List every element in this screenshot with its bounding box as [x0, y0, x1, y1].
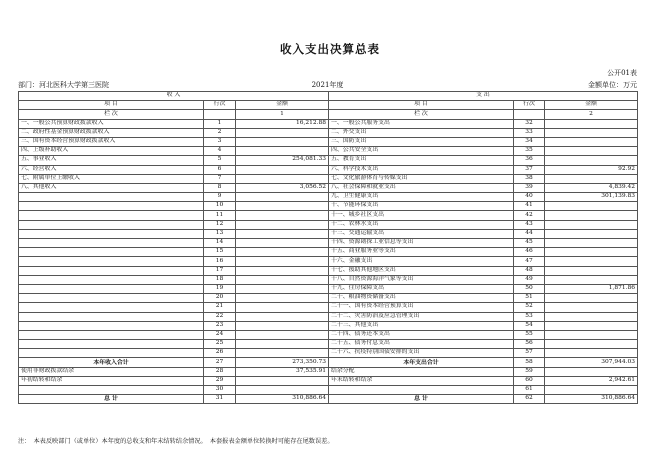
income-line-number: 21 [204, 303, 236, 312]
expense-item-name: 二十四、债务还本支出 [329, 330, 514, 339]
income-amount [236, 321, 329, 330]
income-line-number: 12 [204, 220, 236, 229]
income-line-number: 9 [204, 193, 236, 202]
expense-item-name: 四、公共安全支出 [329, 147, 514, 156]
column-header-row [19, 101, 638, 110]
expense-item-name: 十、节能环保支出 [329, 202, 514, 211]
expense-amount [545, 367, 638, 376]
income-amount [236, 147, 329, 156]
department-label: 部门：河北医科大学第三医院 [18, 81, 109, 89]
expense-item-name: 一、一般公共服务支出 [329, 119, 514, 128]
expense-total-amount: 307,944.03 [545, 358, 638, 367]
income-item-name: 五、事业收入 [19, 156, 204, 165]
income-item-name [19, 321, 204, 330]
income-item-name [19, 386, 204, 395]
expense-amount [545, 202, 638, 211]
expense-item-name: 十八、自然资源海洋气象等支出 [329, 275, 514, 284]
column-number-row [19, 110, 638, 119]
expense-item-name: 二十六、抗疫特别国债安排的支出 [329, 349, 514, 358]
expense-amount [545, 137, 638, 146]
expense-amount [545, 266, 638, 275]
expense-amount [545, 239, 638, 248]
table-row [19, 294, 638, 303]
table-row [19, 340, 638, 349]
table-row [19, 376, 638, 385]
income-item-name: 三、国有资本经营预算财政拨款收入 [19, 137, 204, 146]
expense-item-name: 六、科学技术支出 [329, 165, 514, 174]
income-item-name [19, 284, 204, 293]
expense-amount: 92.92 [545, 165, 638, 174]
expense-column-number: 2 [545, 110, 638, 119]
income-amount [236, 312, 329, 321]
expense-line-number: 41 [514, 202, 545, 211]
income-item-name: 六、经营收入 [19, 165, 204, 174]
income-line-number: 6 [204, 165, 236, 174]
income-amount: 16,212.88 [236, 119, 329, 128]
income-item-name [19, 330, 204, 339]
expense-line-number: 45 [514, 239, 545, 248]
table-row [19, 349, 638, 358]
income-item-name: 年初结转和结余 [19, 376, 204, 385]
expense-item-name: 二十一、国有资本经营预算支出 [329, 303, 514, 312]
income-line-number: 15 [204, 248, 236, 257]
income-amount [236, 128, 329, 137]
expense-item-name: 十六、金融支出 [329, 257, 514, 266]
income-amount [236, 229, 329, 238]
expense-amount [545, 294, 638, 303]
expense-item-name: 十二、农林水支出 [329, 220, 514, 229]
income-item-name [19, 349, 204, 358]
footnote: 注： 本表反映部门（或单位）本年度的总收支和年末结转结余情况。 本套报表金额单位转换时可能存在尾数误差。 [18, 438, 334, 445]
table-row [19, 220, 638, 229]
expense-line-number: 38 [514, 174, 545, 183]
expense-item-name: 结余分配 [329, 367, 514, 376]
income-line-number: 16 [204, 257, 236, 266]
expense-amount [545, 330, 638, 339]
income-item-name [19, 239, 204, 248]
income-item-name [19, 312, 204, 321]
income-amount [236, 284, 329, 293]
income-amount [236, 165, 329, 174]
expense-line-number: 36 [514, 156, 545, 165]
income-item-name: 八、其他收入 [19, 183, 204, 192]
table-row [19, 147, 638, 156]
expense-line-number: 47 [514, 257, 545, 266]
expense-total-amount: 310,886.64 [545, 395, 638, 404]
income-amount [236, 211, 329, 220]
income-amount: 3,056.52 [236, 183, 329, 192]
expense-amount [545, 312, 638, 321]
expense-column-label: 栏 次 [329, 110, 514, 119]
table-row [19, 183, 638, 192]
table-row [19, 367, 638, 376]
expense-line-number: 40 [514, 193, 545, 202]
expense-amount [545, 340, 638, 349]
income-amount [236, 174, 329, 183]
expense-line-number: 56 [514, 340, 545, 349]
income-item-name [19, 294, 204, 303]
expense-line-number: 54 [514, 321, 545, 330]
income-line-number: 3 [204, 137, 236, 146]
table-row [19, 156, 638, 165]
table-row [19, 330, 638, 339]
fiscal-year: 2021年度 [311, 81, 344, 89]
income-line-number: 2 [204, 128, 236, 137]
income-amount [236, 220, 329, 229]
income-line-number: 25 [204, 340, 236, 349]
expense-amount [545, 128, 638, 137]
expense-item-name: 十九、住房保障支出 [329, 284, 514, 293]
table-row [19, 165, 638, 174]
expense-amount-header: 金额 [545, 101, 638, 110]
expense-amount [545, 147, 638, 156]
expense-total-label: 本年支出合计 [329, 358, 514, 367]
grand-total-row [19, 395, 638, 404]
expense-item-name: 二十、粮油物资储备支出 [329, 294, 514, 303]
expense-line-number: 48 [514, 266, 545, 275]
income-amount [236, 376, 329, 385]
expense-line-number: 42 [514, 211, 545, 220]
income-line-header: 行次 [204, 101, 236, 110]
expense-item-name: 二十二、灾害防治及应急管理支出 [329, 312, 514, 321]
income-amount: 37,535.91 [236, 367, 329, 376]
expense-line-number: 44 [514, 229, 545, 238]
table-code: 公开01表 [607, 69, 637, 77]
income-item-name: 一、一般公共预算财政拨款收入 [19, 119, 204, 128]
expense-item-name: 十五、商业服务业等支出 [329, 248, 514, 257]
expense-total-label: 总 计 [329, 395, 514, 404]
income-line-blank [204, 110, 236, 119]
table-row [19, 128, 638, 137]
expense-amount [545, 211, 638, 220]
expense-item-name: 九、卫生健康支出 [329, 193, 514, 202]
income-total-line: 27 [204, 358, 236, 367]
amount-unit: 金额单位：万元 [588, 81, 637, 89]
table-row [19, 248, 638, 257]
expense-item-name: 年末结转和结余 [329, 376, 514, 385]
income-item-name: 四、上级补助收入 [19, 147, 204, 156]
income-total-amount: 273,350.73 [236, 358, 329, 367]
income-line-number: 20 [204, 294, 236, 303]
expense-amount [545, 275, 638, 284]
table-row [19, 229, 638, 238]
table-row [19, 284, 638, 293]
expense-amount: 1,871.86 [545, 284, 638, 293]
income-line-number: 5 [204, 156, 236, 165]
expense-line-number: 60 [514, 376, 545, 385]
expense-amount: 4,839.42 [545, 183, 638, 192]
income-item-name [19, 229, 204, 238]
expense-line-number: 51 [514, 294, 545, 303]
income-item-name: 七、附属单位上缴收入 [19, 174, 204, 183]
expense-total-line: 62 [514, 395, 545, 404]
expense-amount [545, 349, 638, 358]
income-item-header: 项 目 [19, 101, 204, 110]
expense-line-number: 57 [514, 349, 545, 358]
expense-line-number: 32 [514, 119, 545, 128]
income-item-name [19, 248, 204, 257]
expense-amount [545, 257, 638, 266]
income-total-line: 31 [204, 395, 236, 404]
income-total-amount: 310,886.64 [236, 395, 329, 404]
income-amount [236, 275, 329, 284]
income-item-name [19, 275, 204, 284]
table-row [19, 174, 638, 183]
income-item-name [19, 202, 204, 211]
income-item-name [19, 303, 204, 312]
income-item-name [19, 211, 204, 220]
income-line-number: 28 [204, 367, 236, 376]
expense-amount: 301,139.83 [545, 193, 638, 202]
expense-line-number: 33 [514, 128, 545, 137]
income-line-number: 23 [204, 321, 236, 330]
expense-line-header: 行次 [514, 101, 545, 110]
income-line-number: 22 [204, 312, 236, 321]
section-header-row [19, 92, 638, 101]
income-column-label: 栏 次 [19, 110, 204, 119]
expense-item-name: 十一、城乡社区支出 [329, 211, 514, 220]
expense-item-header: 项 目 [329, 101, 514, 110]
income-total-label: 总 计 [19, 395, 204, 404]
income-amount [236, 330, 329, 339]
annual-total-row [19, 358, 638, 367]
table-row [19, 239, 638, 248]
income-line-number: 17 [204, 266, 236, 275]
income-item-name [19, 220, 204, 229]
income-line-number: 14 [204, 239, 236, 248]
income-item-name: 二、政府性基金预算财政拨款收入 [19, 128, 204, 137]
income-amount [236, 193, 329, 202]
income-line-number: 19 [204, 284, 236, 293]
income-section-header: 收 入 [19, 92, 329, 101]
table-row [19, 137, 638, 146]
income-amount [236, 137, 329, 146]
income-amount [236, 239, 329, 248]
expense-item-name: 十四、资源勘探工业信息等支出 [329, 239, 514, 248]
income-line-number: 1 [204, 119, 236, 128]
income-line-number: 11 [204, 211, 236, 220]
expense-amount [545, 229, 638, 238]
income-amount [236, 294, 329, 303]
expense-item-name: 八、社会保障和就业支出 [329, 183, 514, 192]
income-amount [236, 266, 329, 275]
table-row [19, 119, 638, 128]
expense-line-number: 50 [514, 284, 545, 293]
income-amount: 254,081.33 [236, 156, 329, 165]
income-amount [236, 386, 329, 395]
expense-amount [545, 248, 638, 257]
income-line-number: 13 [204, 229, 236, 238]
income-item-name: 使用非财政拨款结余 [19, 367, 204, 376]
table-row [19, 211, 638, 220]
income-amount [236, 202, 329, 211]
income-line-number: 8 [204, 183, 236, 192]
expense-line-number: 39 [514, 183, 545, 192]
expense-item-name: 二十五、债务付息支出 [329, 340, 514, 349]
expense-line-number: 61 [514, 386, 545, 395]
income-amount [236, 303, 329, 312]
table-row [19, 303, 638, 312]
expense-amount [545, 303, 638, 312]
budget-table [18, 91, 638, 404]
table-row [19, 266, 638, 275]
expense-amount [545, 220, 638, 229]
expense-amount: 2,942.61 [545, 376, 638, 385]
expense-item-name: 七、文化旅游体育与传媒支出 [329, 174, 514, 183]
table-row [19, 202, 638, 211]
income-line-number: 30 [204, 386, 236, 395]
table-row [19, 321, 638, 330]
expense-line-number: 49 [514, 275, 545, 284]
expense-amount [545, 174, 638, 183]
expense-line-number: 55 [514, 330, 545, 339]
expense-line-number: 34 [514, 137, 545, 146]
income-amount [236, 248, 329, 257]
expense-item-name: 十三、交通运输支出 [329, 229, 514, 238]
table-row [19, 193, 638, 202]
income-line-number: 7 [204, 174, 236, 183]
expense-section-header: 支 出 [329, 92, 638, 101]
expense-item-name: 二、外交支出 [329, 128, 514, 137]
income-total-label: 本年收入合计 [19, 358, 204, 367]
expense-line-blank [514, 110, 545, 119]
table-row [19, 257, 638, 266]
income-amount [236, 349, 329, 358]
income-item-name [19, 266, 204, 275]
expense-amount [545, 321, 638, 330]
income-item-name [19, 340, 204, 349]
income-line-number: 29 [204, 376, 236, 385]
expense-line-number: 46 [514, 248, 545, 257]
expense-item-name: 三、国防支出 [329, 137, 514, 146]
expense-amount [545, 119, 638, 128]
report-meta [18, 80, 637, 90]
income-line-number: 18 [204, 275, 236, 284]
expense-item-name: 十七、援助其他地区支出 [329, 266, 514, 275]
table-row [19, 386, 638, 395]
income-amount [236, 257, 329, 266]
income-line-number: 4 [204, 147, 236, 156]
expense-amount [545, 156, 638, 165]
income-line-number: 10 [204, 202, 236, 211]
income-line-number: 26 [204, 349, 236, 358]
income-item-name [19, 257, 204, 266]
expense-item-name [329, 386, 514, 395]
table-row [19, 275, 638, 284]
expense-line-number: 52 [514, 303, 545, 312]
expense-item-name: 二十三、其他支出 [329, 321, 514, 330]
expense-line-number: 59 [514, 367, 545, 376]
income-item-name [19, 193, 204, 202]
report-title: 收入支出决算总表 [280, 42, 380, 56]
expense-total-line: 58 [514, 358, 545, 367]
income-line-number: 24 [204, 330, 236, 339]
expense-line-number: 53 [514, 312, 545, 321]
expense-line-number: 43 [514, 220, 545, 229]
expense-line-number: 35 [514, 147, 545, 156]
income-amount [236, 340, 329, 349]
expense-amount [545, 386, 638, 395]
expense-item-name: 五、教育支出 [329, 156, 514, 165]
income-column-number: 1 [236, 110, 329, 119]
income-amount-header: 金额 [236, 101, 329, 110]
table-row [19, 312, 638, 321]
expense-line-number: 37 [514, 165, 545, 174]
